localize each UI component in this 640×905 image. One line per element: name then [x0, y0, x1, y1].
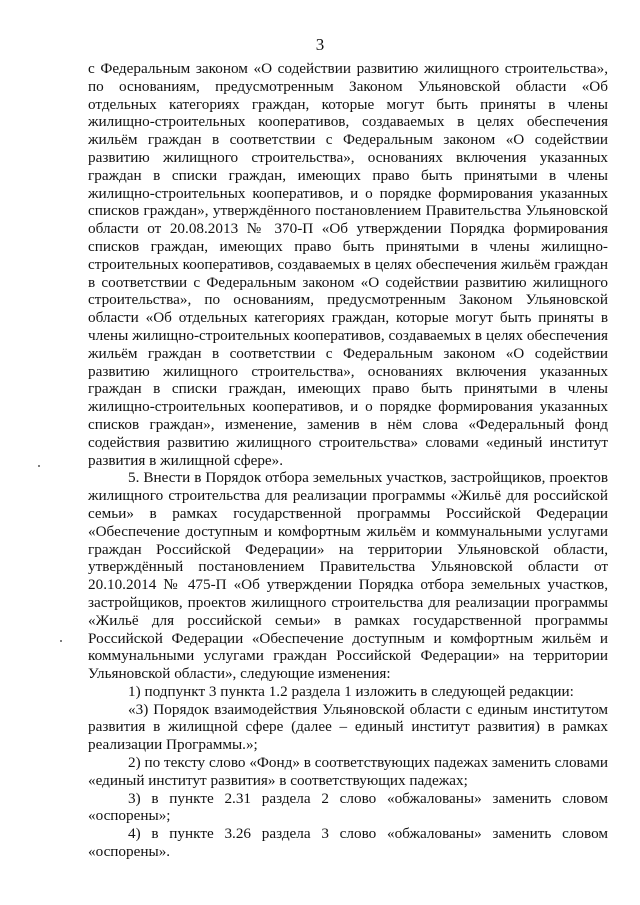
- paragraph-quoted-text: «3) Порядок взаимодействия Ульяновской области с единым институтом развития в жилищной сфере (далее – единый институт развития) в рамках реализации Программы.»;: [88, 700, 608, 754]
- document-body: [88, 60, 608, 861]
- scan-speck: [60, 640, 62, 642]
- paragraph-subitem-3: 3) в пункте 2.31 раздела 2 слово «обжалованы» заменить словом «оспорены»;: [88, 789, 608, 825]
- paragraph-subitem-1: 1) подпункт 3 пункта 1.2 раздела 1 изложить в следующей редакции:: [128, 682, 574, 700]
- scan-speck: [38, 465, 40, 467]
- page-number: 3: [315, 35, 325, 54]
- paragraph-subitem-2: 2) по тексту слово «Фонд» в соответствующих падежах заменить словами «единый институт развития» в соответствующих падежах;: [88, 754, 608, 789]
- paragraph-continuation: с Федеральным законом «О содействии развитию жилищного строительства», по основаниям, предусмотренным Законом Ульяновской области «Об отдельных категориях граждан, которые могут быть приняты в члены жилищно-строительных кооперативов, создаваемых в целях обеспечения жильём граждан в соответствии с Федеральным законом «О содействии развитию жилищного строительства», основаниях включения указанных граждан в списки граждан, имеющих право быть принятыми в члены жилищно-строительных кооперативов, и о порядке формирования указанных списков граждан», утверждённого постановлением Правительства Ульяновской области от 20.08.2013 № 370-П «Об утверждении Порядка формирования списков граждан, имеющих право быть принятыми в члены жилищно-строительных кооперативов, создаваемых в целях обеспечения жильём граждан в соответствии с Федеральным законом «О содействии развитию жилищного строительства», по основаниям, предусмотренным Законом Ульяновской области «Об отдельных категориях граждан, которые могут быть приняты в члены жилищно-строительных кооперативов, создаваемых в целях обеспечения жильём граждан в соответствии с Федеральным законом «О содействии развитию жилищного строительства», основаниях включения указанных граждан в списки граждан, имеющих право быть принятыми в члены жилищно-строительных кооперативов, и о порядке формирования указанных списков граждан», изменение, заменив в нём слова «Федеральный фонд содействия развитию жилищного строительства» словами «единый институт развития в жилищной сфере».: [88, 60, 608, 469]
- paragraph-item-5: 5. Внести в Порядок отбора земельных участков, застройщиков, проектов жилищного строительства для реализации программы «Жильё для российской семьи» в рамках государственной программы Российской Федерации «Обеспечение доступным и комфортным жильём и коммунальными услугами граждан Российской Федерации» на территории Ульяновской области, утверждённый постановлением Правительства Ульяновской области от 20.10.2014 № 475-П «Об утверждении Порядка отбора земельных участков, застройщиков, проектов жилищного строительства для реализации программы «Жильё для российской семьи» в рамках государственной программы Российской Федерации «Обеспечение доступным и комфортным жильём и коммунальными услугами граждан Российской Федерации» на территории Ульяновской области», следующие изменения:: [88, 469, 608, 683]
- paragraph-subitem-4: 4) в пункте 3.26 раздела 3 слово «обжалованы» заменить словом «оспорены».: [88, 825, 608, 861]
